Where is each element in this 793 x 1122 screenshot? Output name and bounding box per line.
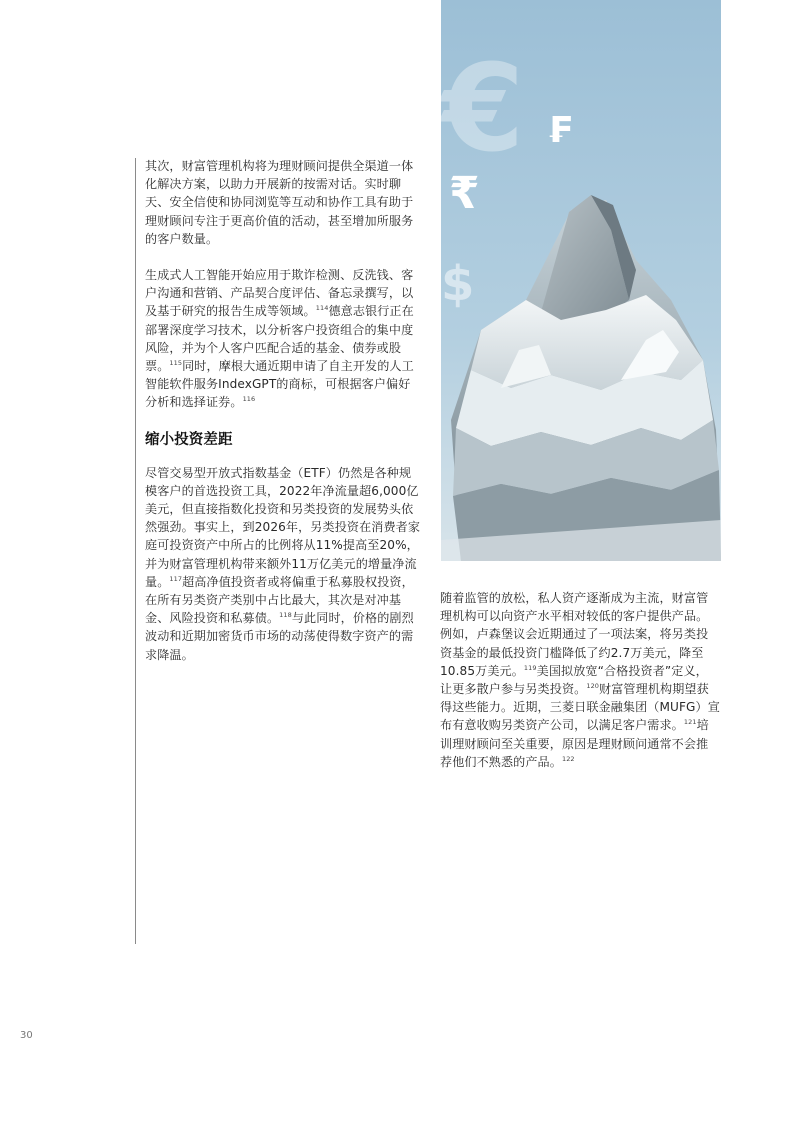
private-assets-paragraph: 随着监管的放松，私人资产逐渐成为主流，财富管理机构可以向资产水平相对较低的客户提供产品。例如，卢森堡议会近期通过了一项法案，将另类投资基金的最低投资门槛降低了约2.7万美元，降至10.85万美元。$^{119}$美国拟放宽“合格投资者”定义，让更多散户参与另类投资。$^{120}$财富管理机构期望获得这些能力。近期，三菱日联金融集团（MUFG）宣布有意收购另类资产公司，以满足客户需求。$^{121}$培训理财顾问至关重要，原因是理财顾问通常不会推荐他们不熟悉的产品。$^{122}$ (440, 591, 720, 769)
dollar-symbol-icon: $ (441, 256, 475, 312)
intro-paragraph: 其次，财富管理机构将为理财顾问提供全渠道一体化解决方案，以助力开展新的按需对话。实时聊天、安全信使和协同浏览等互动和协作工具有助于理财顾问专注于更高价值的活动，甚至增加所服务的客户数量。 (145, 159, 414, 246)
page-number: 30 (20, 1030, 33, 1041)
footnote-ref[interactable]: 120 (586, 682, 600, 691)
ai-applications-paragraph: 生成式人工智能开始应用于欺诈检测、反洗钱、客户沟通和营销、产品契合度评估、备忘录撰写，以及基于研究的报告生成等领域。$^{114}$德意志银行正在部署深度学习技术，以分析客户投资组合的集中度风险，并为个人客户匹配合适的基金、债券或股票。$^{115}$同时，摩根大通近期申请了自主开发的人工智能软件服务IndexGPT的商标，可根据客户偏好分析和选择证券。$^{116}$ (145, 268, 414, 410)
footnote-ref[interactable]: 115 (169, 359, 183, 368)
footnote-ref[interactable]: 117 (169, 574, 183, 583)
right-column (440, 589, 720, 771)
footnote-ref[interactable]: 122 (561, 754, 575, 763)
footnote-ref[interactable]: 114 (315, 304, 329, 313)
footnote-ref[interactable]: 119 (523, 663, 537, 672)
left-column-rule (135, 158, 136, 944)
hero-image (441, 0, 721, 561)
investment-gap-paragraph: 尽管交易型开放式指数基金（ETF）仍然是各种规模客户的首选投资工具，2022年净流量超6,000亿美元，但直接指数化投资和另类投资的发展势头依然强劲。事实上，到2026年，另类投资在消费者家庭可投资资产中所占的比例将从11%提高至20%，并为财富管理机构带来额外11万亿美元的增量净流量。$^{117}$超高净值投资者或将偏重于私募股权投资，在所有另类资产类别中占比最大，其次是对冲基金、风险投资和私募债。$^{118}$与此同时，价格的剧烈波动和近期加密货币市场的动荡使得数字资产的需求降温。 (145, 465, 421, 662)
franc-symbol-icon: ₣ (547, 110, 573, 151)
section-heading: 缩小投资差距 (145, 431, 233, 448)
footnote-ref[interactable]: 118 (279, 611, 292, 620)
iceberg-illustration (441, 0, 721, 561)
left-column (145, 157, 421, 682)
euro-symbol-icon: € (441, 40, 525, 179)
footnote-ref[interactable]: 121 (683, 718, 697, 727)
rupee-symbol-icon: ₹ (449, 168, 480, 219)
footnote-ref[interactable]: 116 (242, 395, 256, 404)
